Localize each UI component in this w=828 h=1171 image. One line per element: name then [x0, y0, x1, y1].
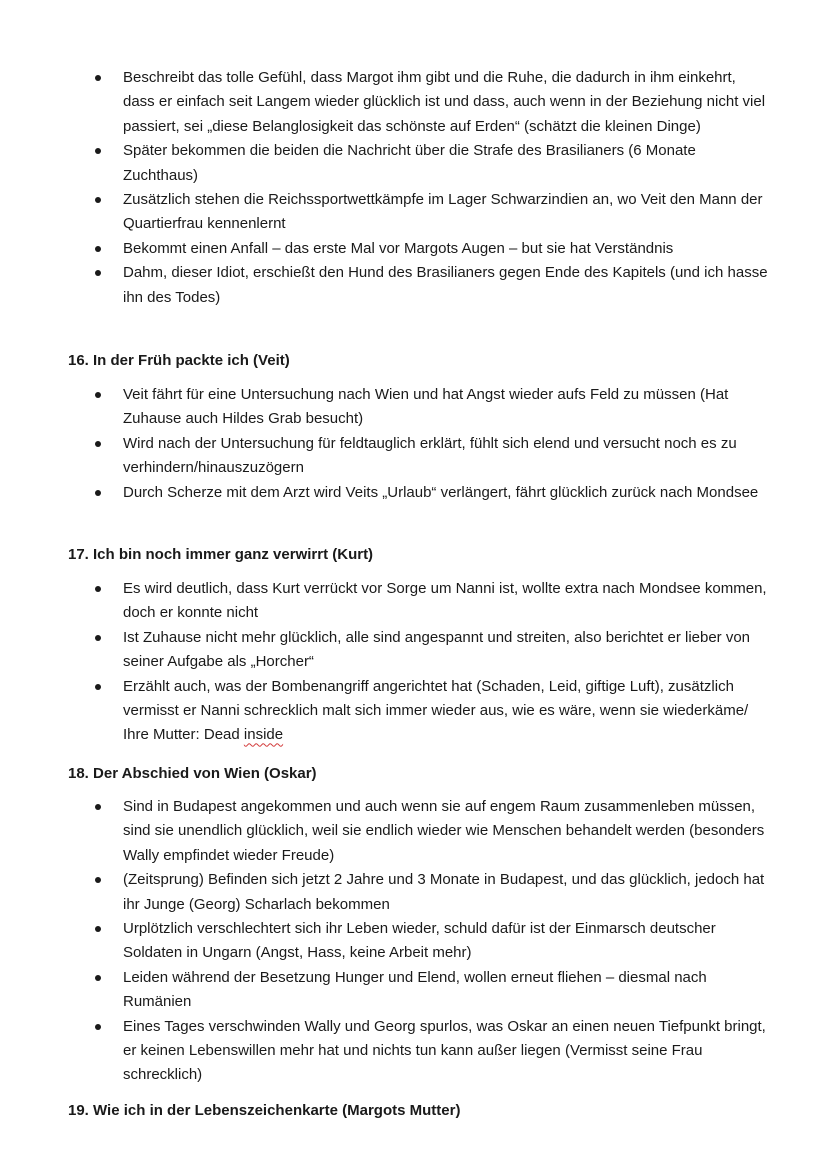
section-heading-16: 16. In der Früh packte ich (Veit)	[68, 352, 290, 369]
list-item	[0, 139, 828, 188]
list-item	[0, 261, 828, 310]
bullet-icon	[95, 490, 101, 496]
bullet-icon	[95, 635, 101, 641]
bullet-icon	[95, 148, 101, 154]
bullet-icon	[95, 441, 101, 447]
bullet-icon	[95, 926, 101, 932]
bullet-text: Ist Zuhause nicht mehr glücklich, alle sind angespannt und streiten, also berichtet er lieber von seiner Aufgabe als „Horcher“	[123, 628, 751, 671]
list-item	[0, 1015, 828, 1088]
section-16-bullet-list	[0, 383, 828, 505]
list-item	[0, 188, 828, 237]
list-item	[0, 675, 828, 748]
bullet-icon	[95, 804, 101, 810]
bullet-text: Bekommt einen Anfall – das erste Mal vor Margots Augen – but sie hat Verständnis	[123, 239, 674, 257]
list-item	[0, 383, 828, 432]
list-item	[0, 868, 828, 917]
bullet-icon	[95, 975, 101, 981]
list-item	[0, 432, 828, 481]
list-item	[0, 626, 828, 675]
list-item	[0, 481, 828, 505]
bullet-icon	[95, 684, 101, 690]
list-item	[0, 917, 828, 966]
bullet-icon	[95, 586, 101, 592]
intro-bullet-list	[0, 66, 828, 310]
bullet-icon	[95, 197, 101, 203]
bullet-icon	[95, 392, 101, 398]
bullet-text: Veit fährt für eine Untersuchung nach Wien und hat Angst wieder aufs Feld zu müssen (Hat Zuhause auch Hildes Grab besucht)	[123, 386, 729, 428]
section-heading-19: 19. Wie ich in der Lebenszeichenkarte (Margots Mutter)	[68, 1102, 461, 1119]
bullet-text: Wird nach der Untersuchung für feldtauglich erklärt, fühlt sich elend und versucht noch es zu verhindern/hinauszuzögern	[123, 434, 737, 477]
section-heading-18: 18. Der Abschied von Wien (Oskar)	[68, 765, 317, 782]
bullet-icon	[95, 877, 101, 883]
list-item	[0, 66, 828, 139]
bullet-text: Eines Tages verschwinden Wally und Georg spurlos, was Oskar an einen neuen Tiefpunkt bringt, er keinen Lebenswillen mehr hat und nichts tun kann außer liegen (Vermisst seine Frau schrecklich)	[123, 1017, 766, 1084]
list-item	[0, 966, 828, 1015]
bullet-text: Urplötzlich verschlechtert sich ihr Leben wieder, schuld dafür ist der Einmarsch deutscher Soldaten in Ungarn (Angst, Hass, keine Arbeit mehr)	[123, 920, 716, 962]
bullet-icon	[95, 270, 101, 276]
bullet-icon	[95, 75, 101, 81]
bullet-text: Es wird deutlich, dass Kurt verrückt vor Sorge um Nanni ist, wollte extra nach Mondsee kommen, doch er konnte nicht	[123, 580, 767, 622]
list-item	[0, 237, 828, 261]
section-17-bullet-list	[0, 577, 828, 748]
bullet-text: Durch Scherze mit dem Arzt wird Veits „Urlaub“ verlängert, fährt glücklich zurück nach Mondsee	[123, 483, 759, 501]
bullet-text: Beschreibt das tolle Gefühl, dass Margot ihm gibt und die Ruhe, die dadurch in ihm einkehrt, dass er einfach seit Langem wieder glücklich ist und dass, auch wenn in der Beziehung nicht viel passiert, sei „diese Belanglosigkeit das schönste auf Erden“ (schätzt die kleinen Dinge)	[123, 69, 766, 135]
bullet-text: Erzählt auch, was der Bombenangriff angerichtet hat (Schaden, Leid, giftige Luft), zusätzlich vermisst er Nanni schrecklich malt sich immer wieder aus, wie es wäre, wenn sie wiederkäme/ Ihre Mutter: Dead	[123, 677, 749, 744]
bullet-icon	[95, 1024, 101, 1030]
bullet-text: Sind in Budapest angekommen und auch wenn sie auf engem Raum zusammenleben müssen, sind sie unendlich glücklich, weil sie endlich wieder wie Menschen behandelt werden (besonders Wally empfindet wieder Freude)	[123, 798, 765, 864]
bullet-text: Dahm, dieser Idiot, erschießt den Hund des Brasilianers gegen Ende des Kapitels (und ich hasse ihn des Todes)	[123, 264, 768, 306]
list-item	[0, 795, 828, 868]
bullet-text: Zusätzlich stehen die Reichssportwettkämpfe im Lager Schwarzindien an, wo Veit den Mann der Quartierfrau kennenlernt	[123, 191, 763, 233]
list-item	[0, 577, 828, 626]
bullet-icon	[95, 246, 101, 252]
section-heading-17: 17. Ich bin noch immer ganz verwirrt (Kurt)	[68, 546, 374, 563]
bullet-text: Leiden während der Besetzung Hunger und Elend, wollen erneut fliehen – diesmal nach Rumänien	[123, 968, 707, 1011]
spellcheck-marked-word: inside	[243, 726, 284, 744]
bullet-text: Später bekommen die beiden die Nachricht über die Strafe des Brasilianers (6 Monate Zuchthaus)	[123, 142, 696, 184]
bullet-text: (Zeitsprung) Befinden sich jetzt 2 Jahre und 3 Monate in Budapest, und das glücklich, jedoch hat ihr Junge (Georg) Scharlach bekommen	[123, 871, 765, 913]
section-18-bullet-list	[0, 795, 828, 1088]
